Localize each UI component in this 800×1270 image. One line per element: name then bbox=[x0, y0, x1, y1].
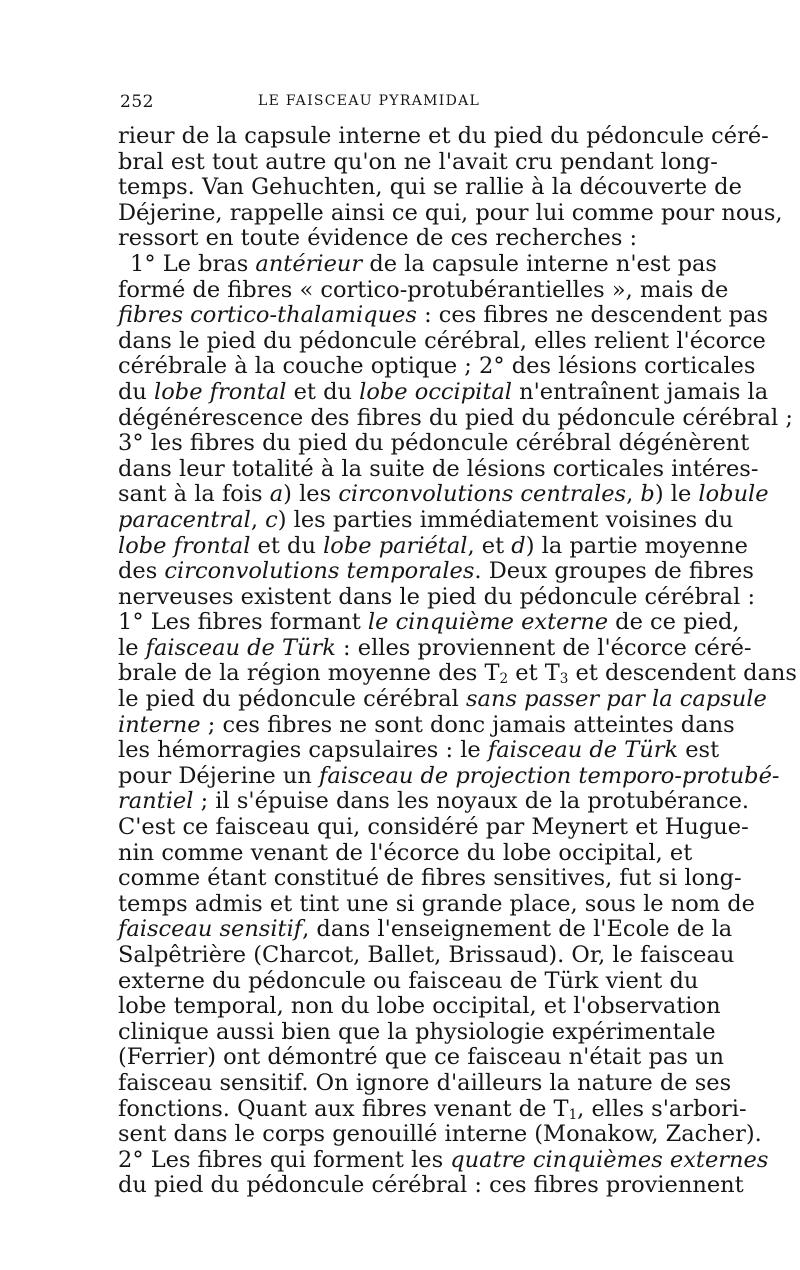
subscript: 1 bbox=[568, 1106, 578, 1123]
text-line bbox=[118, 609, 740, 636]
text-line bbox=[118, 583, 756, 611]
text-segment: de la capsule interne n'est pas bbox=[362, 250, 717, 277]
text-segment: le bbox=[118, 634, 146, 661]
text-segment: , bbox=[250, 506, 266, 533]
text-segment: formé de fibres « cortico-protubérantielles », mais de bbox=[118, 276, 729, 303]
text-segment: ) le bbox=[654, 481, 699, 508]
italic-text: b bbox=[640, 481, 655, 508]
italic-text: lobe frontal bbox=[154, 378, 287, 405]
text-line bbox=[118, 839, 693, 867]
text-line bbox=[118, 353, 756, 380]
text-line bbox=[118, 378, 769, 406]
text-line bbox=[118, 942, 735, 969]
text-segment: , dans l'enseignement de l'Ecole de la bbox=[302, 916, 733, 943]
text-segment: , et bbox=[467, 532, 512, 559]
page-number: 252 bbox=[120, 92, 154, 112]
text-segment: nerveuses existent dans le pied du pédoncule cérébral : bbox=[118, 583, 756, 610]
text-segment: ) les parties immédiatement voisines du bbox=[277, 506, 734, 533]
italic-text: le cinquième externe bbox=[367, 609, 609, 636]
italic-text: sans passer par la capsule bbox=[466, 686, 767, 713]
italic-text: antérieur bbox=[255, 250, 363, 277]
subscript: 3 bbox=[559, 671, 569, 688]
text-line bbox=[118, 506, 734, 534]
text-line bbox=[118, 1095, 747, 1123]
text-segment: C'est ce faisceau qui, considéré par Meynert et Hugue- bbox=[118, 814, 749, 841]
page-header bbox=[120, 92, 686, 112]
text-segment: ) les bbox=[283, 481, 339, 508]
text-line bbox=[118, 226, 686, 252]
text-segment: : elles proviennent de l'écorce céré- bbox=[335, 634, 752, 661]
text-line bbox=[118, 814, 749, 841]
italic-text: paracentral bbox=[118, 506, 251, 533]
text-segment: des bbox=[118, 558, 165, 585]
text-line bbox=[118, 686, 767, 713]
text-segment: . Deux groupes de fibres bbox=[474, 558, 754, 585]
text-segment: fonctions. Quant aux fibres venant de T bbox=[118, 1095, 569, 1122]
text-line bbox=[118, 481, 769, 508]
text-segment: (Ferrier) ont démontré que ce faisceau n'était pas un bbox=[118, 1044, 724, 1071]
text-segment: , elles s'arbori- bbox=[577, 1095, 747, 1122]
text-segment: brale de la région moyenne des T bbox=[118, 660, 500, 687]
italic-text: circonvolutions temporales bbox=[164, 558, 475, 585]
text-segment: et du bbox=[250, 532, 324, 559]
italic-text: faisceau sensitif bbox=[118, 916, 303, 943]
text-segment: externe du pédoncule ou faisceau de Türk vient du bbox=[118, 967, 699, 994]
text-segment: de ce pied, bbox=[608, 609, 740, 636]
text-segment: dans leur totalité à la suite de lésions corticales intéres- bbox=[118, 455, 759, 482]
text-segment: 2° Les fibres qui forment les bbox=[118, 1146, 451, 1173]
italic-text: faisceau de Türk bbox=[145, 634, 336, 661]
text-segment: ; il s'épuise dans les noyaux de la protubérance. bbox=[193, 788, 750, 815]
text-line bbox=[118, 1146, 769, 1174]
text-line bbox=[118, 1121, 762, 1148]
italic-text: lobe occipital bbox=[359, 378, 512, 405]
text-line bbox=[118, 123, 769, 150]
text-segment: clinique aussi bien que la physiologie expérimentale bbox=[118, 1018, 716, 1045]
text-segment: sent dans le corps genouillé interne (Monakow, Zacher). bbox=[118, 1121, 762, 1148]
text-segment: les hémorragies capsulaires : le bbox=[118, 737, 488, 764]
text-line bbox=[118, 916, 733, 943]
text-segment: temps admis et tint une si grande place, sous le nom de bbox=[118, 890, 755, 917]
italic-text: lobe frontal bbox=[118, 532, 251, 559]
body-text bbox=[118, 123, 797, 1199]
running-title: LE FAISCEAU PYRAMIDAL bbox=[258, 93, 481, 109]
text-line bbox=[118, 788, 750, 815]
text-segment: lobe temporal, non du lobe occipital, et l'observation bbox=[118, 993, 721, 1020]
text-line bbox=[118, 993, 721, 1020]
text-segment: et T bbox=[508, 660, 560, 687]
italic-text: lobe pariétal bbox=[323, 532, 468, 559]
italic-text: faisceau de Türk bbox=[487, 737, 679, 764]
text-segment: 3° les fibres du pied du pédoncule cérébral dégénèrent bbox=[118, 430, 750, 457]
text-segment: du bbox=[118, 378, 155, 405]
text-segment: 1° Le bras bbox=[130, 250, 256, 277]
italic-text: interne bbox=[118, 711, 201, 738]
text-line bbox=[118, 558, 754, 585]
text-line bbox=[118, 302, 769, 329]
italic-text: rantiel bbox=[118, 788, 194, 815]
text-line bbox=[118, 1069, 732, 1097]
subscript: 2 bbox=[499, 671, 509, 688]
text-segment: 1° Les fibres formant bbox=[118, 609, 368, 636]
text-segment: Salpêtrière (Charcot, Ballet, Brissaud). Or, le faisceau bbox=[118, 942, 735, 968]
text-segment: cérébrale à la couche optique ; 2° des lésions corticales bbox=[118, 353, 756, 380]
text-line bbox=[118, 865, 742, 892]
italic-text: circonvolutions centrales bbox=[338, 481, 627, 508]
text-line bbox=[118, 1044, 724, 1071]
text-line bbox=[118, 634, 752, 662]
text-segment: pour Déjerine un bbox=[118, 762, 320, 789]
text-segment: ressort en toute évidence de ces recherches : bbox=[118, 225, 638, 252]
text-line bbox=[118, 148, 718, 176]
text-segment: n'entraînent jamais la bbox=[511, 378, 769, 405]
text-line bbox=[118, 276, 729, 304]
text-segment: et descendent dans bbox=[568, 660, 797, 687]
text-segment: temps. Van Gehuchten, qui se rallie à la découverte de bbox=[118, 174, 742, 201]
text-segment: ; ces fibres ne sont donc jamais atteintes dans bbox=[200, 711, 735, 738]
text-segment: bral est tout autre qu'on ne l'avait cru pendant long- bbox=[118, 148, 718, 175]
text-segment: comme étant constitué de fibres sensitives, fut si long- bbox=[118, 865, 742, 892]
text-line bbox=[118, 967, 699, 995]
italic-text: a bbox=[269, 481, 284, 508]
italic-text: quatre cinquièmes externes bbox=[450, 1146, 769, 1173]
text-segment: dégénérescence des fibres du pied du pédoncule cérébral ; bbox=[118, 404, 793, 431]
text-line bbox=[118, 455, 759, 483]
italic-text: d bbox=[511, 532, 526, 559]
text-line bbox=[118, 199, 783, 227]
text-line bbox=[118, 711, 735, 739]
text-segment: , bbox=[626, 481, 641, 508]
text-segment: dans le pied du pédoncule cérébral, elles relient l'écorce bbox=[118, 327, 766, 354]
text-segment: sant à la fois bbox=[118, 481, 270, 508]
text-line bbox=[118, 1018, 716, 1046]
italic-text: fibres cortico-thalamiques bbox=[118, 302, 417, 329]
text-segment: et du bbox=[286, 378, 360, 405]
italic-text: faisceau de projection temporo-protubé- bbox=[319, 762, 780, 789]
text-line bbox=[118, 174, 742, 201]
text-line bbox=[118, 532, 748, 560]
text-segment: du pied du pédoncule cérébral : ces fibres proviennent bbox=[118, 1172, 744, 1199]
text-line bbox=[118, 404, 793, 432]
text-segment: nin comme venant de l'écorce du lobe occipital, et bbox=[118, 839, 693, 866]
text-line bbox=[118, 430, 750, 457]
text-segment: Déjerine, rappelle ainsi ce qui, pour lui comme pour nous, bbox=[118, 199, 783, 226]
text-line bbox=[118, 890, 755, 918]
text-line bbox=[118, 762, 780, 790]
text-line bbox=[118, 737, 720, 764]
italic-text: c bbox=[265, 506, 278, 533]
text-segment: le pied du pédoncule cérébral bbox=[118, 686, 467, 713]
italic-text: lobule bbox=[698, 481, 769, 508]
text-segment: faisceau sensitif. On ignore d'ailleurs la nature de ses bbox=[118, 1069, 732, 1096]
text-segment: : ces fibres ne descendent pas bbox=[416, 302, 769, 329]
text-segment: est bbox=[678, 737, 720, 764]
text-line bbox=[118, 660, 797, 688]
text-line bbox=[118, 1172, 744, 1199]
text-segment: rieur de la capsule interne et du pied du pédoncule céré- bbox=[118, 123, 769, 149]
text-line bbox=[118, 250, 717, 278]
text-segment: ) la partie moyenne bbox=[525, 532, 748, 559]
text-line bbox=[118, 327, 766, 355]
